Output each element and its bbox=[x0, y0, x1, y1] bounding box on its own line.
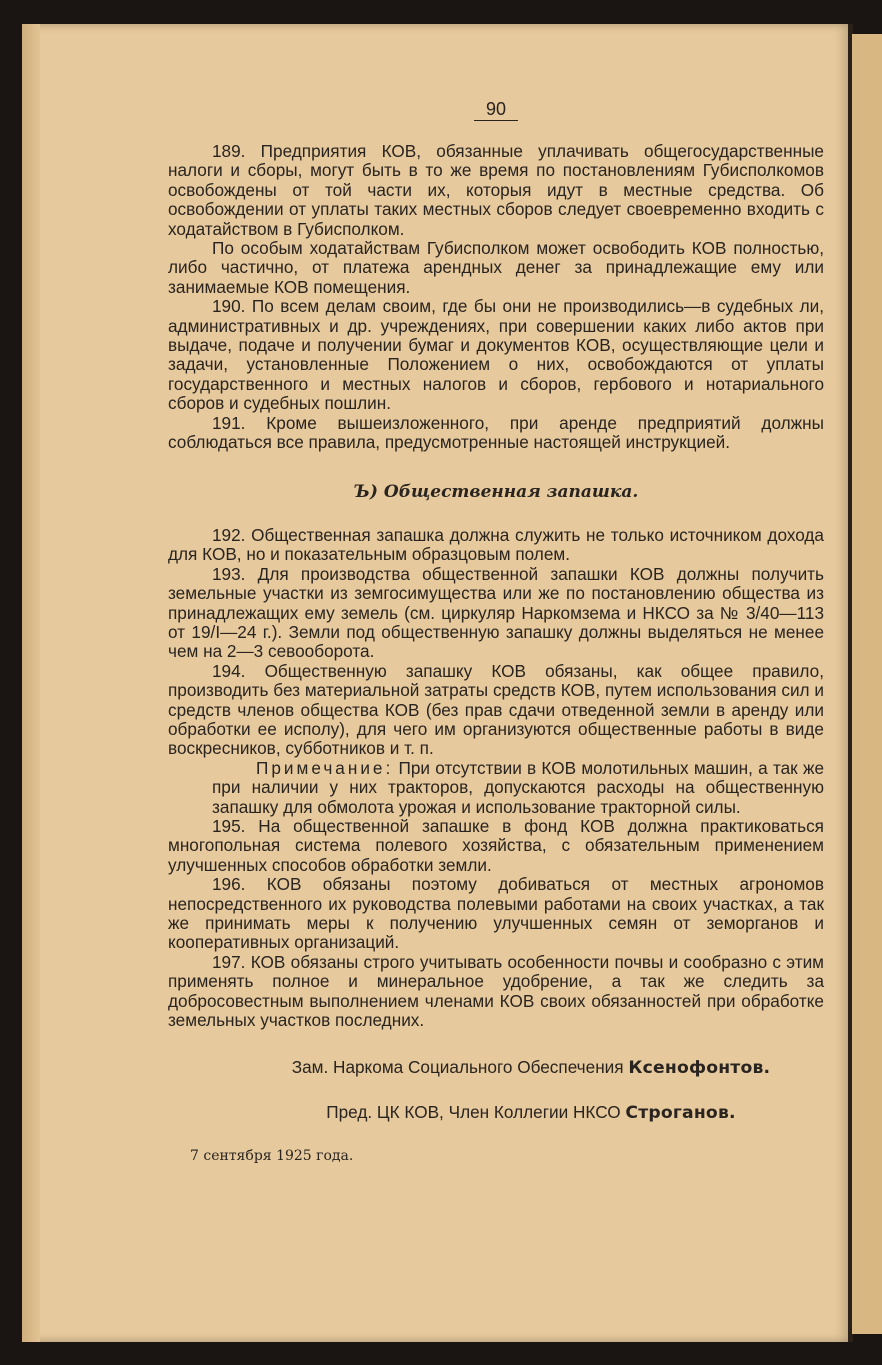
paragraph-195: 195. На общественной запашке в фонд КОВ должна практиковаться многопольная система полевого хозяйства, с обязательным применением улучшенных способов обработки земли. bbox=[168, 816, 824, 875]
signature-1: Зам. Наркома Социального Обеспечения Ксенофонтов. bbox=[291, 1057, 771, 1079]
note-label: Примечание: bbox=[256, 757, 394, 778]
signature-1-name: Ксенофонтов. bbox=[628, 1058, 771, 1079]
section-heading: Ъ) Общественная запашка. bbox=[353, 481, 639, 502]
paragraph-192: 192. Общественная запашка должна служить не только источником дохода для КОВ, но и показательным образцовым полем. bbox=[168, 524, 824, 565]
page-number: 90 bbox=[168, 96, 824, 122]
paragraph-191: 191. Кроме вышеизложенного, при аренде предприятий должны соблюдаться все правила, предусмотренные настоящей инструкцией. bbox=[168, 412, 824, 453]
signature-2: Пред. ЦК КОВ, Член Коллегии НКСО Строганов. bbox=[326, 1101, 736, 1123]
paragraph-193: 193. Для производства общественной запашки КОВ должны получить земельные участки из земгосимущества или же по постановлению общества из принадлежащих ему земель (см. циркуляр Наркомзема и НКСО за № 3/40—113 от 19/I—24 г.). Земли под общественную запашку должны выделяться не менее чем на 2—3 севооборота. bbox=[168, 563, 824, 662]
signature-block bbox=[168, 1058, 824, 1123]
page-content bbox=[168, 96, 824, 1167]
paragraph-197: 197. КОВ обязаны строго учитывать особенности почвы и сообразно с этим применять полное и минеральное удобрение, а так же следить за добросовестным выполнением членами КОВ своих обязанностей при обработке земельных участков последних. bbox=[168, 951, 824, 1031]
paragraph-189: 189. Предприятия КОВ, обязанные уплачивать общегосударственные налоги и сборы, могут быть в то же время по постановлениям Губисполкомов освобождены от той части их, которыя идут в местные средства. Об освобождении от уплаты таких местных сборов следует своевременно входить с ходатайством в Губисполком. bbox=[168, 141, 824, 239]
paragraph-189-cont: По особым ходатайствам Губисполком может освободить КОВ полностью, либо частично, от платежа арендных денег за принадлежащие ему или занимаемые КОВ помещения. bbox=[168, 238, 824, 297]
document-date: 7 сентября 1925 года. bbox=[190, 1148, 354, 1165]
paragraph-194: 194. Общественную запашку КОВ обязаны, как общее правило, производить без материальной затраты средств КОВ, путем использования сил и средств членов общества КОВ (без прав сдачи отведенной земли в аренду или обработки ее исполу), для чего им организуются общественные работы в виде воскресников, субботников и т. п. bbox=[168, 660, 824, 759]
next-page-edge bbox=[852, 34, 882, 1334]
signature-2-name: Строганов. bbox=[625, 1102, 736, 1123]
paragraph-190: 190. По всем делам своим, где бы они не производились—в судебных ли, административных и др. учреждениях, при совершении каких либо актов при выдаче, подаче и получении бумаг и документов КОВ, осуществляющие цели и задачи, установленные Положением о них, освобождаются от уплаты государственного и местных налогов и сборов, гербового и нотариального сборов и судебных пошлин. bbox=[168, 296, 824, 414]
note-text: При отсутствии в КОВ молотильных машин, а так же при наличии у них тракторов, допускаются расходы на общественную запашку для обмолота урожая и использование тракторной силы. bbox=[212, 757, 824, 817]
paragraph-196: 196. КОВ обязаны поэтому добиваться от местных агрономов непосредственного их руководства полевыми работами на своих участках, а так же принимать меры к получению улучшенных семян от земорганов и кооперативных организаций. bbox=[168, 874, 824, 953]
page-edge bbox=[22, 24, 40, 1342]
note bbox=[212, 759, 824, 817]
